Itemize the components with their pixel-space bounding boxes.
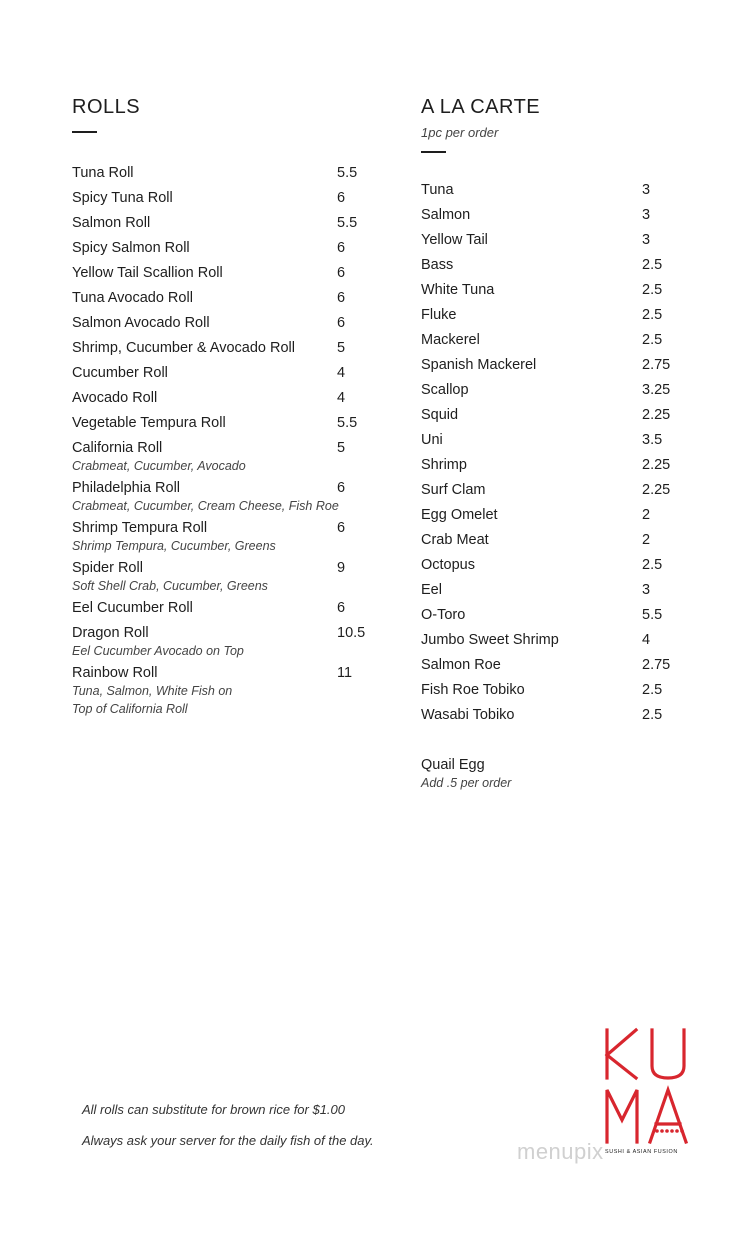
item-name: Salmon Roll [72, 215, 151, 231]
item-name: Cucumber Roll [72, 365, 168, 381]
menu-item [421, 203, 681, 228]
item-name: Spider Roll [72, 560, 143, 576]
menu-item [421, 453, 681, 478]
item-price: 2.25 [642, 407, 671, 423]
item-name: Yellow Tail Scallion Roll [72, 265, 223, 281]
item-name: Shrimp Tempura Roll [72, 520, 208, 536]
item-name: Yellow Tail [421, 232, 488, 248]
menu-item [72, 286, 372, 311]
menu-item [72, 596, 372, 621]
menu-item [421, 528, 681, 553]
menu-item [72, 661, 372, 719]
menu-item [421, 628, 681, 653]
rolls-section [72, 95, 372, 719]
a-la-carte-list [421, 178, 681, 728]
menu-item [72, 211, 372, 236]
item-price: 10.5 [337, 625, 366, 641]
item-name: Spicy Salmon Roll [72, 240, 190, 256]
item-description: Add .5 per order [421, 776, 512, 790]
daily-fish-note: Always ask your server for the daily fish of the day. [82, 1133, 374, 1148]
item-price: 11 [337, 665, 353, 681]
item-price: 6 [337, 265, 346, 281]
item-price: 5.5 [337, 215, 358, 231]
item-price: 2.75 [642, 657, 671, 673]
item-price: 3 [642, 207, 651, 223]
item-name: Crab Meat [421, 532, 489, 548]
menu-item [421, 703, 681, 728]
item-name: O-Toro [421, 607, 466, 623]
item-price: 6 [337, 480, 346, 496]
menu-item [421, 253, 681, 278]
item-price: 6 [337, 600, 346, 616]
item-description-line: Tuna, Salmon, White Fish on [72, 684, 233, 698]
item-price: 2.75 [642, 357, 671, 373]
menu-item [72, 621, 372, 661]
item-name: Dragon Roll [72, 625, 149, 641]
menu-item [421, 303, 681, 328]
menu-item [421, 428, 681, 453]
menu-item [72, 476, 372, 516]
item-price: 4 [337, 365, 346, 381]
kuma-logo [600, 1022, 692, 1156]
a-la-carte-divider [421, 151, 446, 153]
rolls-title: ROLLS [72, 96, 141, 118]
item-name: Eel [421, 582, 442, 598]
menu-item [421, 353, 681, 378]
item-name: Tuna Avocado Roll [72, 290, 193, 306]
rolls-list [72, 161, 372, 719]
item-name: Salmon Roe [421, 657, 501, 673]
item-price: 5.5 [337, 415, 358, 431]
item-price: 2.5 [642, 682, 663, 698]
svg-text:SUSHI & ASIAN FUSION: SUSHI & ASIAN FUSION [605, 1149, 678, 1155]
item-price: 2 [642, 532, 651, 548]
a-la-carte-subtitle: 1pc per order [421, 125, 499, 140]
item-price: 6 [337, 240, 346, 256]
menu-item [421, 678, 681, 703]
menu-item [72, 556, 372, 596]
item-price: 9 [337, 560, 346, 576]
kuma-logo-mark [600, 1022, 692, 1156]
item-name: Wasabi Tobiko [421, 707, 515, 723]
item-name: Eel Cucumber Roll [72, 600, 193, 616]
menu-item [421, 653, 681, 678]
menu-item [421, 478, 681, 503]
item-name: Tuna [421, 182, 454, 198]
item-name: Fish Roe Tobiko [421, 682, 525, 698]
item-name: Philadelphia Roll [72, 480, 181, 496]
item-price: 5 [337, 440, 346, 456]
item-price: 2.5 [642, 307, 663, 323]
menu-item [72, 386, 372, 411]
item-description-line: Crabmeat, Cucumber, Cream Cheese, Fish Roe [72, 499, 339, 513]
menu-item [421, 603, 681, 628]
item-price: 3.5 [642, 432, 663, 448]
item-name: Quail Egg [421, 757, 485, 773]
menu-item [421, 378, 681, 403]
menu-item [72, 261, 372, 286]
item-price: 6 [337, 520, 346, 536]
item-description-line: Soft Shell Crab, Cucumber, Greens [72, 579, 268, 593]
item-description-line: Shrimp Tempura, Cucumber, Greens [72, 539, 276, 553]
item-name: California Roll [72, 440, 163, 456]
item-name: Squid [421, 407, 459, 423]
menu-item [421, 503, 681, 528]
item-price: 2.25 [642, 457, 671, 473]
item-name: Salmon [421, 207, 471, 223]
item-price: 2 [642, 507, 651, 523]
item-name: Avocado Roll [72, 390, 158, 406]
item-name: Tuna Roll [72, 165, 134, 181]
menu-item [421, 403, 681, 428]
menu-item [72, 411, 372, 436]
menu-item [421, 578, 681, 603]
item-price: 6 [337, 315, 346, 331]
item-name: Fluke [421, 307, 457, 323]
item-name: Uni [421, 432, 443, 448]
item-name: Spanish Mackerel [421, 357, 537, 373]
item-name: Spicy Tuna Roll [72, 190, 173, 206]
menu-item [72, 161, 372, 186]
item-name: Salmon Avocado Roll [72, 315, 210, 331]
item-description [72, 537, 372, 556]
item-name: Jumbo Sweet Shrimp [421, 632, 559, 648]
brown-rice-note: All rolls can substitute for brown rice for $1.00 [82, 1102, 346, 1117]
menu-item [72, 186, 372, 211]
menu-item [72, 236, 372, 261]
item-description [72, 457, 372, 476]
item-price: 2.5 [642, 707, 663, 723]
item-name: Vegetable Tempura Roll [72, 415, 226, 431]
item-price: 6 [337, 190, 346, 206]
item-name: Octopus [421, 557, 475, 573]
item-name: Bass [421, 257, 454, 273]
item-description-line: Eel Cucumber Avocado on Top [72, 644, 244, 658]
item-description [72, 577, 372, 596]
item-description [72, 682, 372, 719]
item-name: Shrimp, Cucumber & Avocado Roll [72, 340, 295, 356]
item-price: 4 [642, 632, 651, 648]
item-price: 5.5 [337, 165, 358, 181]
item-price: 4 [337, 390, 346, 406]
item-price: 3.25 [642, 382, 671, 398]
item-name: Mackerel [421, 332, 480, 348]
rolls-divider [72, 131, 97, 133]
item-price: 2.5 [642, 332, 663, 348]
item-price: 2.5 [642, 557, 663, 573]
menu-item [421, 278, 681, 303]
item-price: 3 [642, 582, 651, 598]
menupix-watermark: menupix [517, 1139, 604, 1164]
footer-notes [82, 1100, 374, 1162]
menu-item [421, 178, 681, 203]
item-description-line: Crabmeat, Cucumber, Avocado [72, 459, 246, 473]
item-price: 5 [337, 340, 346, 356]
menu-item [421, 228, 681, 253]
item-price: 5.5 [642, 607, 663, 623]
item-price: 6 [337, 290, 346, 306]
item-price: 2.25 [642, 482, 671, 498]
item-price: 2.5 [642, 282, 663, 298]
item-name: White Tuna [421, 282, 495, 298]
item-name: Shrimp [421, 457, 467, 473]
item-description-line: Top of California Roll [72, 702, 188, 716]
item-price: 3 [642, 232, 651, 248]
item-name: Rainbow Roll [72, 665, 158, 681]
item-description [72, 497, 372, 516]
menu-item [72, 311, 372, 336]
quail-egg-item [421, 753, 681, 793]
item-name: Surf Clam [421, 482, 486, 498]
item-price: 2.5 [642, 257, 663, 273]
item-description [72, 642, 372, 661]
menu-item [72, 516, 372, 556]
item-price: 3 [642, 182, 651, 198]
menu-item [72, 336, 372, 361]
menu-item [72, 436, 372, 476]
menu-item [72, 361, 372, 386]
menu-item [421, 328, 681, 353]
a-la-carte-section [421, 95, 681, 793]
a-la-carte-title: A LA CARTE [421, 96, 541, 118]
item-name: Egg Omelet [421, 507, 498, 523]
item-name: Scallop [421, 382, 469, 398]
menu-item [421, 553, 681, 578]
